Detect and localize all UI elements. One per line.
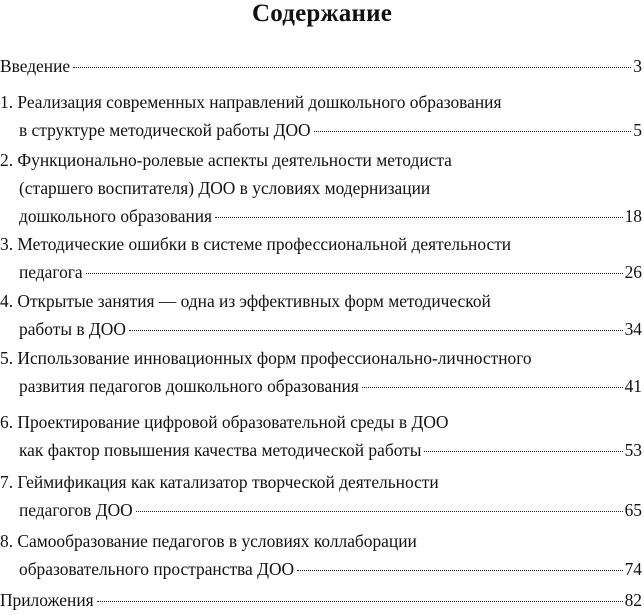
toc-entry-line: 6. Проектирование цифровой образовательной среды в ДОО: [0, 412, 449, 432]
toc-entry-appendices: [0, 586, 642, 614]
toc-entry-line: [0, 116, 642, 144]
toc-page-number: 74: [624, 559, 642, 579]
toc-entry-line: [0, 555, 642, 583]
toc-entry-line: [0, 52, 642, 80]
toc-entry-title: развития педагогов дошкольного образования: [19, 376, 359, 396]
toc-entry-title: Приложения: [0, 590, 94, 610]
toc-entry-line: 1. Реализация современных направлений дошкольного образования: [0, 92, 502, 112]
toc-entry-line: 2. Функционально-ролевые аспекты деятельности методиста: [0, 150, 452, 170]
toc-entry-line: [0, 496, 642, 524]
toc-entry-line: 5. Использование инновационных форм профессионально-личностного: [0, 348, 532, 368]
toc-entry-line: 4. Открытые занятия — одна из эффективных форм методической: [0, 291, 491, 311]
page-title: Содержание: [251, 0, 392, 27]
toc-entry-title: в структуре методической работы ДОО: [19, 120, 311, 140]
toc-entry-line: 7. Геймификация как катализатор творческой деятельности: [0, 472, 439, 492]
toc-page-number: 41: [624, 376, 642, 396]
toc-entry-7: [0, 468, 642, 524]
dot-leader: [297, 570, 623, 571]
toc-page-number: 18: [624, 206, 642, 226]
dot-leader: [314, 131, 632, 132]
toc-page-number: 5: [633, 120, 642, 140]
toc-entry-title: Введение: [0, 56, 71, 76]
toc-entry-2: [0, 146, 642, 230]
toc-entry-line: 8. Самообразование педагогов в условиях коллаборации: [0, 531, 417, 551]
toc-entry-4: [0, 287, 642, 343]
dot-leader: [73, 67, 631, 68]
toc-entry-line: [0, 315, 642, 343]
toc-entry-title: как фактор повышения качества методической работы: [19, 440, 422, 460]
toc-entry-line: [0, 202, 642, 230]
toc-page-number: 53: [624, 440, 642, 460]
dot-leader: [136, 511, 623, 512]
toc-entry-6: [0, 408, 642, 464]
toc-entry-title: педагога: [19, 262, 83, 282]
toc-page-number: 65: [624, 500, 642, 520]
toc-entry-line: [0, 586, 642, 614]
toc-page-number: 3: [633, 56, 642, 76]
toc-entry-title: педагогов ДОО: [19, 500, 133, 520]
toc-entry-1: [0, 88, 642, 144]
toc-entry-line: [0, 258, 642, 286]
toc-entry-line: [0, 436, 642, 464]
toc-entry-title: дошкольного образования: [19, 206, 213, 226]
dot-leader: [362, 387, 623, 388]
toc-entry-title: образовательного пространства ДОО: [19, 559, 295, 579]
toc-entry-line: [0, 372, 642, 400]
dot-leader: [86, 273, 623, 274]
dot-leader: [129, 330, 623, 331]
toc-entry-5: [0, 344, 642, 400]
dot-leader: [97, 601, 623, 602]
toc-page-number: 82: [624, 590, 642, 610]
toc-page-number: 34: [624, 319, 642, 339]
dot-leader: [215, 217, 623, 218]
toc-entry-title: работы в ДОО: [19, 319, 126, 339]
toc-entry-line: 3. Методические ошибки в системе профессиональной деятельности: [0, 234, 512, 254]
toc-entry-introduction: [0, 52, 642, 80]
toc-entry-3: [0, 230, 642, 286]
toc-entry-8: [0, 527, 642, 583]
toc-entry-line: (старшего воспитателя) ДОО в условиях модернизации: [19, 178, 431, 198]
toc-page-number: 26: [624, 262, 642, 282]
dot-leader: [424, 451, 622, 452]
